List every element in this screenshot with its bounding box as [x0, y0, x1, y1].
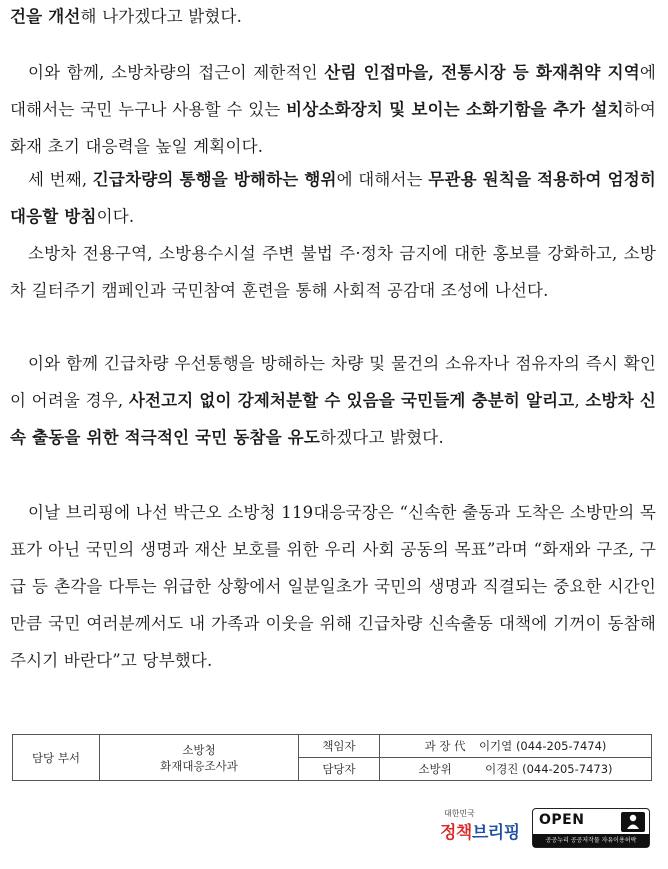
brief-logo-part2: 브리핑	[471, 823, 520, 843]
dept-label: 담당 부서	[13, 735, 100, 781]
body-text: 소방차 전용구역, 소방용수시설 주변 불법 주·정차 금지에 대한 홍보를 강화하고, 소방차 길터주기 캠페인과 국민참여 훈련을 통해 사회적 공감대 조성에 나선다.	[10, 244, 656, 300]
emphasis-text: 비상소화장치 및 보이는 소화기함을 추가 설치	[286, 100, 624, 119]
contact-table	[12, 734, 652, 781]
paragraph-3	[10, 161, 656, 235]
footer-logos	[440, 808, 655, 852]
body-text: 이와 함께 긴급차량 우선통행을 방해하는 차량 및 물건의 소유자나 점유자의 즉시 확인이 어려울 경우,	[10, 354, 656, 410]
open-license-badge	[532, 808, 650, 848]
dept-division: 화재대응조사과	[160, 758, 238, 773]
emphasis-text: 소방차 신속 출동을 위한 적극적인 국민 동참을 유도	[10, 391, 656, 447]
body-text: 세 번째,	[28, 170, 93, 189]
paragraph-4	[10, 235, 656, 309]
contact-manager	[380, 735, 652, 758]
open-label: OPEN	[539, 812, 585, 828]
staff-title: 소방위	[418, 762, 452, 776]
dept-name-cell	[100, 735, 299, 781]
manager-phone: (044-205-7474)	[515, 739, 607, 753]
body-text: 해 나가겠다고 밝혔다.	[80, 7, 243, 26]
body-text: 이날 브리핑에 나선 박근오 소방청 119대응국장은 “신속한 출동과 도착은 소방만의 목표가 아닌 국민의 생명과 재산 보호를 위한 우리 사회 공동의 목표”라며 “화재와 구조, 구급 등 촌각을 다투는 위급한 상황에서 일분일초가 국민의 생명과 직결되는 중요한 시간인 만큼 국민 여러분께서도 내 가족과 이웃을 위해 긴급차량 신속출동 대책에 기꺼이 동참해 주시기 바란다”고 당부했다.	[10, 503, 656, 670]
body-text: 하여 화재 초기 대응력을 높일 계획이다.	[10, 100, 656, 156]
paragraph-6	[10, 494, 656, 679]
manager-title: 과 장 代	[424, 739, 466, 753]
body-text: 에 대해서는	[336, 170, 429, 189]
role-manager: 책임자	[299, 735, 380, 758]
contact-staff	[380, 758, 652, 781]
paragraph-2	[10, 54, 656, 165]
body-text: 하겠다고 밝혔다.	[320, 428, 444, 447]
role-staff: 담당자	[299, 758, 380, 781]
brief-logo	[440, 818, 520, 843]
body-text: ,	[574, 391, 586, 410]
body-text: 이다.	[96, 207, 135, 226]
emphasis-text: 무관용 원칙을 적용하여 엄정히 대응할 방침	[10, 170, 657, 226]
brief-logo-caption: 대한민국	[444, 809, 475, 818]
body-text: 이와 함께, 소방차량의 접근이 제한적인	[28, 63, 325, 82]
brief-logo-part1: 정책	[440, 823, 472, 843]
dept-name: 소방청	[182, 742, 216, 757]
emphasis-text: 산림 인접마을, 전통시장 등 화재취약 지역	[324, 63, 640, 82]
manager-name: 이기열	[478, 739, 513, 753]
emphasis-text: 사전고지 없이 강제처분할 수 있음을 국민들게 충분히 알리고	[128, 391, 575, 410]
open-caption: 공공누리 공공저작물 자유이용허락	[533, 834, 649, 847]
staff-phone: (044-205-7473)	[522, 762, 613, 776]
paragraph-1	[10, 0, 656, 35]
body-text: 에 대해서는 국민 누구나 사용할 수 있는	[10, 63, 656, 119]
person-icon	[621, 812, 645, 832]
emphasis-text: 건을 개선	[10, 7, 81, 26]
emphasis-text: 긴급차량의 통행을 방해하는 행위	[92, 170, 337, 189]
paragraph-5	[10, 345, 656, 456]
staff-name: 이경진	[485, 762, 519, 776]
